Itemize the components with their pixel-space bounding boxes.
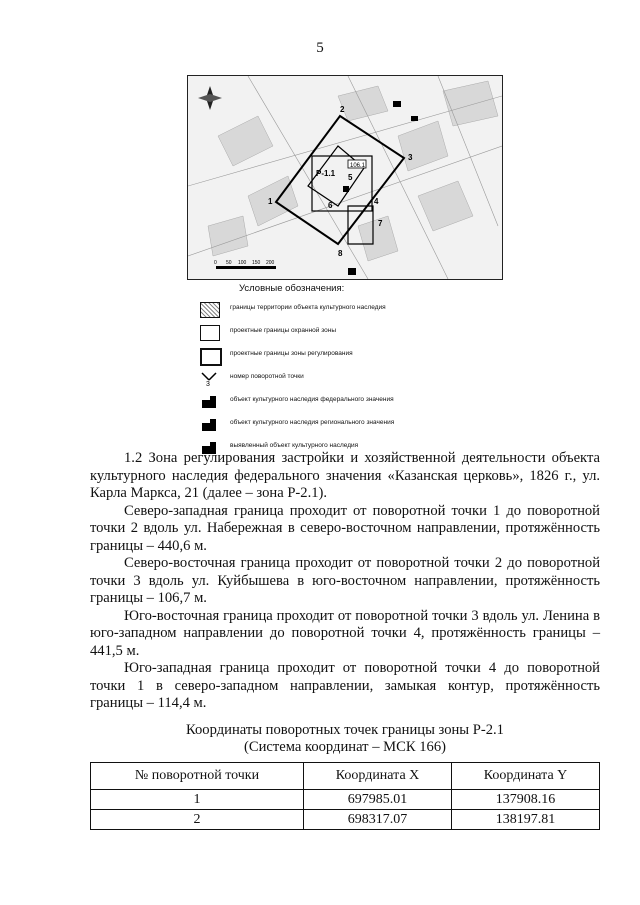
map-point-4: 4 (374, 197, 379, 206)
building-icon (200, 394, 218, 408)
section-body (90, 450, 600, 713)
map-point-8: 8 (338, 249, 343, 258)
page-number: 5 (316, 40, 324, 56)
building-icon (200, 417, 218, 431)
map-point-2: 2 (340, 105, 345, 114)
zone-map-drawing (188, 76, 502, 279)
map-zone-label: Р-1.1 (316, 169, 336, 178)
legend-title: Условные обозначения: (239, 283, 345, 294)
map-point-5: 5 (348, 173, 353, 182)
legend-item: 3 номер поворотной точки (200, 369, 500, 392)
coordinates-table (90, 762, 600, 830)
table-caption: Координаты поворотных точек границы зоны Р-2.1 (Система координат – МСК 166) (186, 722, 504, 755)
map-tag-label: 106.1 (350, 163, 366, 169)
svg-text:3: 3 (206, 381, 210, 387)
section-heading: 1.2 Зона регулирования застройки и хозяйственной деятельности объекта культурного наследия федерального значения «Казанская церковь», 1826 г., ул. Карла Маркса, 21 (далее – зона Р-2.1). (90, 450, 600, 501)
point-marker-icon (200, 371, 218, 385)
legend-item: проектные границы охранной зоны (200, 323, 500, 346)
header-coordinate-x: Координата X (304, 763, 452, 790)
svg-text:150: 150 (252, 260, 261, 266)
box-swatch-icon (200, 348, 222, 366)
hatch-swatch-icon (200, 302, 220, 318)
zone-map (187, 75, 503, 280)
table-row: 1 697985.01 137908.16 (91, 790, 600, 810)
svg-text:100: 100 (238, 260, 247, 266)
svg-text:0: 0 (214, 260, 217, 266)
header-point-number: № поворотной точки (91, 763, 304, 790)
paragraph: Северо-западная граница проходит от поворотной точки 1 до поворотной точки 2 вдоль ул. Набережная в северо-восточном направлении, протяжённость границы – 440,6 м. (90, 502, 600, 554)
svg-text:200: 200 (266, 260, 275, 266)
legend-item: объект культурного наследия регионального значения (200, 415, 500, 438)
paragraph: Юго-восточная граница проходит от поворотной точки 3 вдоль ул. Ленина в юго-западном направлении до поворотной точки 4, протяжённость границы – 441,5 м. (90, 607, 600, 659)
svg-text:50: 50 (226, 260, 232, 266)
header-coordinate-y: Координата Y (452, 763, 600, 790)
paragraph: Северо-восточная граница проходит от поворотной точки 2 до поворотной точки 3 вдоль ул. Куйбышева в юго-восточном направлении, протяжённость границы – 106,7 м. (90, 555, 600, 606)
table-row: 2 698317.07 138197.81 (91, 810, 600, 830)
legend (200, 300, 500, 461)
map-point-3: 3 (408, 153, 413, 162)
legend-item: выявленный объект культурного наследия (200, 438, 500, 461)
paragraph: Юго-западная граница проходит от поворотной точки 4 до поворотной точки 1 в северо-западном направлении, замыкая контур, протяжённость границы – 114,4 м. (90, 660, 600, 711)
map-point-1: 1 (268, 197, 273, 206)
map-point-7: 7 (378, 219, 383, 228)
legend-item: границы территории объекта культурного наследия (200, 300, 500, 323)
table-header-row (91, 763, 600, 790)
legend-item: проектные границы зоны регулирования (200, 346, 500, 369)
legend-item: объект культурного наследия федерального значения (200, 392, 500, 415)
box-swatch-icon (200, 325, 220, 341)
map-point-6: 6 (328, 201, 333, 210)
